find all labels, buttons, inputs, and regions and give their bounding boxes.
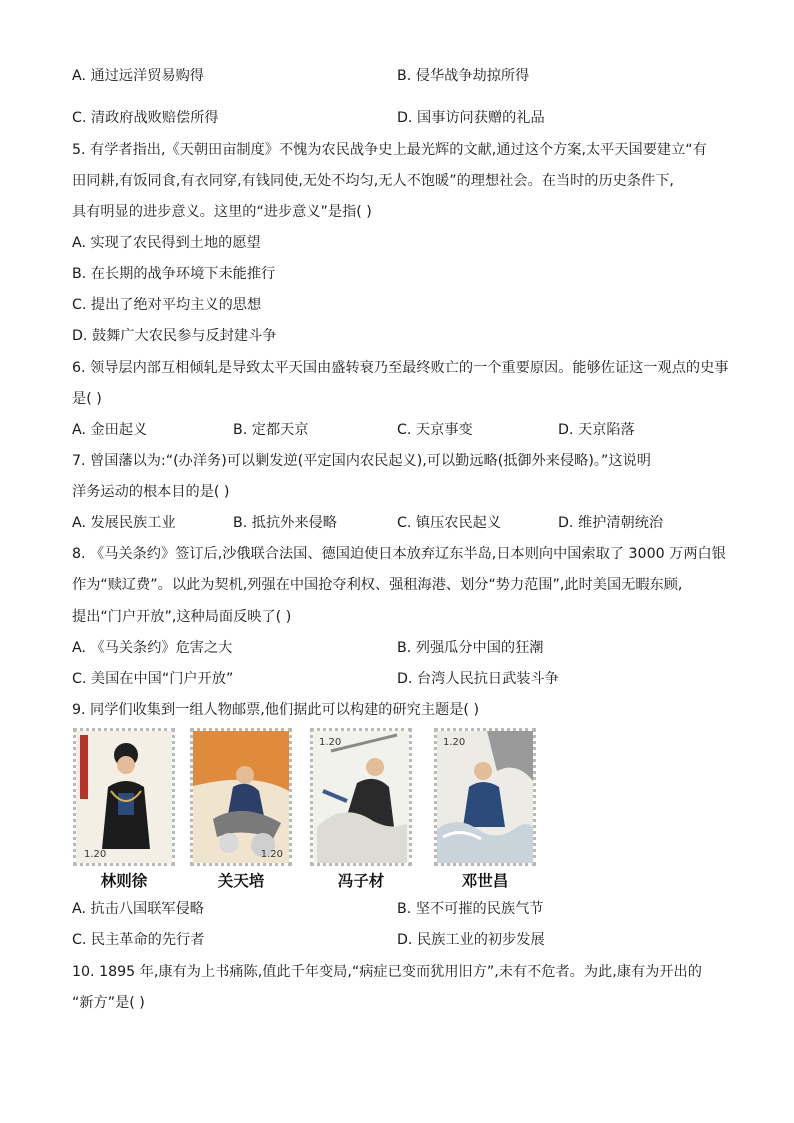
stamp-guan-tianpei (190, 728, 292, 866)
q4-option-b: B. 侵华战争劫掠所得 (397, 68, 530, 84)
stamp-face-value: 1.20 (319, 737, 342, 748)
stamp-sea-figure (437, 731, 533, 863)
q6-stem-line1: 6. 领导层内部互相倾轧是导致太平天国由盛转衰乃至最终败亡的一个重要原因。能够佐证这一观点的史事 (72, 360, 729, 376)
q9-option-a: A. 抗击八国联军侵略 (72, 901, 204, 917)
q5-option-c: C. 提出了绝对平均主义的思想 (72, 297, 262, 313)
stamp-deng-shichang (434, 728, 536, 866)
q9-option-b: B. 坚不可摧的民族气节 (397, 901, 544, 917)
q5-stem-line1: 5. 有学者指出,《天朝田亩制度》不愧为农民战争史上最光辉的文献,通过这个方案,太平天国要建立“有 (72, 142, 707, 158)
stamp-label: 冯子材 (337, 872, 385, 890)
q8-option-d: D. 台湾人民抗日武装斗争 (397, 671, 559, 687)
q9-stem-line1: 9. 同学们收集到一组人物邮票,他们据此可以构建的研究主题是( ) (72, 702, 480, 718)
stamp-set (70, 728, 550, 894)
q5-option-b: B. 在长期的战争环境下未能推行 (72, 266, 276, 282)
q8-option-b: B. 列强瓜分中国的狂潮 (397, 640, 544, 656)
stamp-feng-zicai (310, 728, 412, 866)
q6-option-a: A. 金田起义 (72, 422, 148, 438)
q7-option-a: A. 发展民族工业 (72, 515, 176, 531)
q6-option-d: D. 天京陷落 (558, 422, 635, 438)
q8-stem-line2: 作为“赎辽费”。以此为契机,列强在中国抢夺利权、强租海港、划分“势力范围”,此时美国无暇东顾, (72, 577, 683, 593)
q9-option-c: C. 民主革命的先行者 (72, 932, 205, 948)
q5-option-d: D. 鼓舞广大农民参与反封建斗争 (72, 328, 277, 344)
stamp-label: 林则徐 (100, 872, 148, 890)
stamp-face-value: 1.20 (443, 737, 466, 748)
q6-option-b: B. 定都天京 (233, 422, 309, 438)
stamp-label: 关天培 (217, 872, 265, 890)
stamp-lin-zexu (73, 728, 175, 866)
q7-stem-line2: 洋务运动的根本目的是( ) (72, 484, 230, 500)
q5-stem-line3: 具有明显的进步意义。这里的“进步意义”是指( ) (72, 204, 372, 220)
q8-stem-line3: 提出“门户开放”,这种局面反映了( ) (72, 609, 292, 625)
q7-option-c: C. 镇压农民起义 (397, 515, 502, 531)
stamp-sword-figure (313, 731, 409, 863)
q7-stem-line1: 7. 曾国藩以为:“(办洋务)可以剿发逆(平定国内农民起义),可以勤远略(抵御外来侵略)。”这说明 (72, 453, 651, 469)
q7-option-d: D. 维护清朝统治 (558, 515, 664, 531)
stamp-face-value: 1.20 (260, 849, 283, 860)
stamp-portrait-figure (76, 731, 172, 863)
q8-option-c: C. 美国在中国“门户开放” (72, 671, 234, 687)
q5-option-a: A. 实现了农民得到土地的愿望 (72, 235, 261, 251)
q4-option-c: C. 清政府战败赔偿所得 (72, 110, 219, 126)
q8-option-a: A. 《马关条约》危害之大 (72, 640, 233, 656)
q4-option-d: D. 国事访问获赠的礼品 (397, 110, 545, 126)
q5-stem-line2: 田同耕,有饭同食,有衣同穿,有钱同使,无处不均匀,无人不饱暖”的理想社会。在当时的历史条件下, (72, 173, 674, 189)
q9-option-d: D. 民族工业的初步发展 (397, 932, 545, 948)
q6-option-c: C. 天京事变 (397, 422, 473, 438)
stamp-face-value: 1.20 (84, 849, 107, 860)
stamp-label: 邓世昌 (461, 872, 509, 890)
q4-option-a: A. 通过远洋贸易购得 (72, 68, 204, 84)
q8-stem-line1: 8. 《马关条约》签订后,沙俄联合法国、德国迫使日本放弃辽东半岛,日本则向中国索取了 3000 万两白银 (72, 546, 726, 562)
q7-option-b: B. 抵抗外来侵略 (233, 515, 337, 531)
stamp-battle-figure (193, 731, 289, 863)
q6-stem-line2: 是( ) (72, 391, 102, 407)
q10-stem-line2: “新方”是( ) (72, 995, 145, 1011)
q10-stem-line1: 10. 1895 年,康有为上书痛陈,值此千年变局,“病症已变而犹用旧方”,未有不危者。为此,康有为开出的 (72, 964, 702, 980)
